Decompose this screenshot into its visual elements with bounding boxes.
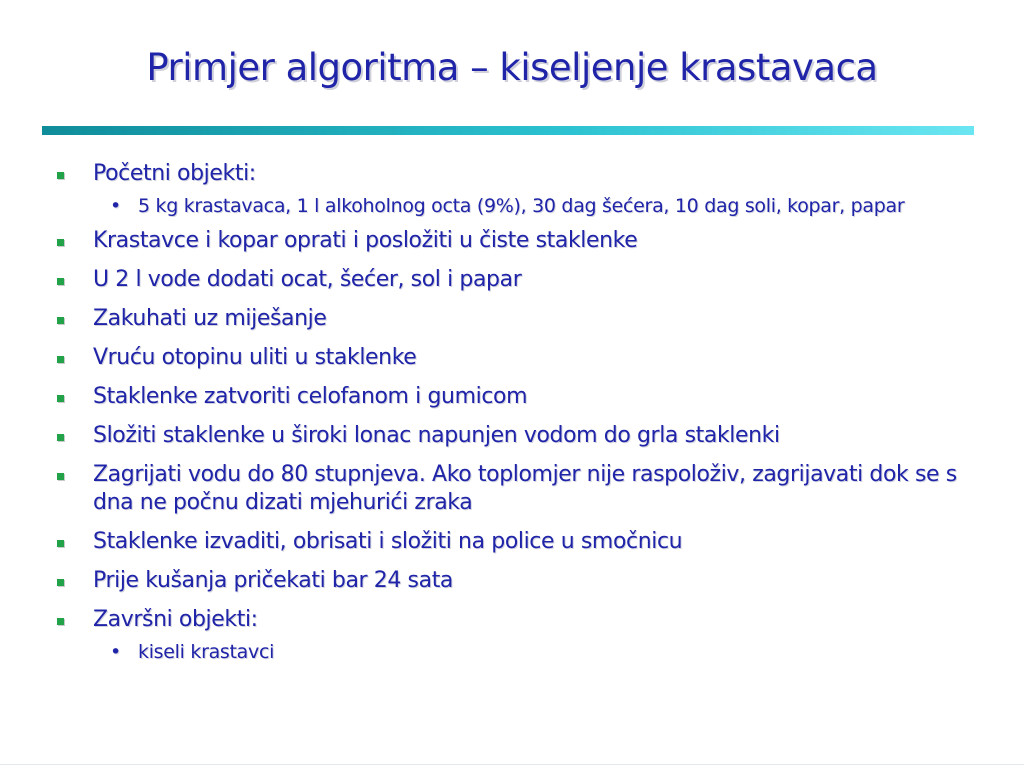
list-item-text: U 2 l vode dodati ocat, šećer, sol i papar bbox=[93, 267, 522, 292]
slide-title: Primjer algoritma – kiseljenje krastavaca bbox=[146, 46, 878, 89]
green-square-bullet-icon bbox=[57, 395, 64, 402]
list-item bbox=[56, 528, 976, 556]
list-item-text: Prije kušanja pričekati bar 24 sata bbox=[93, 568, 454, 593]
list-item bbox=[56, 606, 976, 665]
list-item-text: Završni objekti: bbox=[93, 607, 258, 632]
green-square-bullet-icon bbox=[57, 356, 64, 363]
sub-list-item bbox=[93, 193, 976, 219]
green-square-bullet-icon bbox=[57, 172, 64, 179]
list-item-text: Složiti staklenke u široki lonac napunjen vodom do grla staklenki bbox=[93, 423, 780, 448]
list-item bbox=[56, 422, 976, 450]
green-square-bullet-icon bbox=[57, 434, 64, 441]
list-item bbox=[56, 461, 976, 517]
list-item-text: Zagrijati vodu do 80 stupnjeva. Ako toplomjer nije raspoloživ, zagrijavati dok se s dna ne počnu dizati mjehurići zraka bbox=[93, 462, 957, 515]
green-square-bullet-icon bbox=[57, 239, 64, 246]
green-square-bullet-icon bbox=[57, 473, 64, 480]
list-item-text: Krastavce i kopar oprati i posložiti u čiste staklenke bbox=[93, 228, 638, 253]
green-square-bullet-icon bbox=[57, 278, 64, 285]
title-underline-bar bbox=[42, 126, 974, 135]
green-square-bullet-icon bbox=[57, 579, 64, 586]
list-item-text: Početni objekti: bbox=[93, 161, 256, 186]
list-item-text: Staklenke izvaditi, obrisati i složiti na police u smočnicu bbox=[93, 529, 683, 554]
list-item-text: Zakuhati uz miješanje bbox=[93, 306, 327, 331]
sub-list-item bbox=[93, 639, 976, 665]
bullet-list bbox=[56, 160, 976, 673]
sub-list-item-text: 5 kg krastavaca, 1 l alkoholnog octa (9%), 30 dag šećera, 10 dag soli, kopar, papar bbox=[138, 195, 905, 217]
list-item bbox=[56, 383, 976, 411]
list-item-text: Staklenke zatvoriti celofanom i gumicom bbox=[93, 384, 528, 409]
list-item bbox=[56, 567, 976, 595]
list-item bbox=[56, 344, 976, 372]
green-square-bullet-icon bbox=[57, 540, 64, 547]
sub-list bbox=[93, 639, 976, 665]
list-item-text: Vruću otopinu uliti u staklenke bbox=[93, 345, 417, 370]
list-item bbox=[56, 227, 976, 255]
round-dot-bullet-icon: • bbox=[110, 641, 121, 663]
list-item bbox=[56, 266, 976, 294]
footer-divider bbox=[0, 764, 1024, 765]
sub-list-item-text: kiseli krastavci bbox=[138, 641, 275, 663]
list-item bbox=[56, 305, 976, 333]
green-square-bullet-icon bbox=[57, 317, 64, 324]
round-dot-bullet-icon: • bbox=[110, 195, 121, 217]
list-item bbox=[56, 160, 976, 219]
green-square-bullet-icon bbox=[57, 618, 64, 625]
sub-list bbox=[93, 193, 976, 219]
